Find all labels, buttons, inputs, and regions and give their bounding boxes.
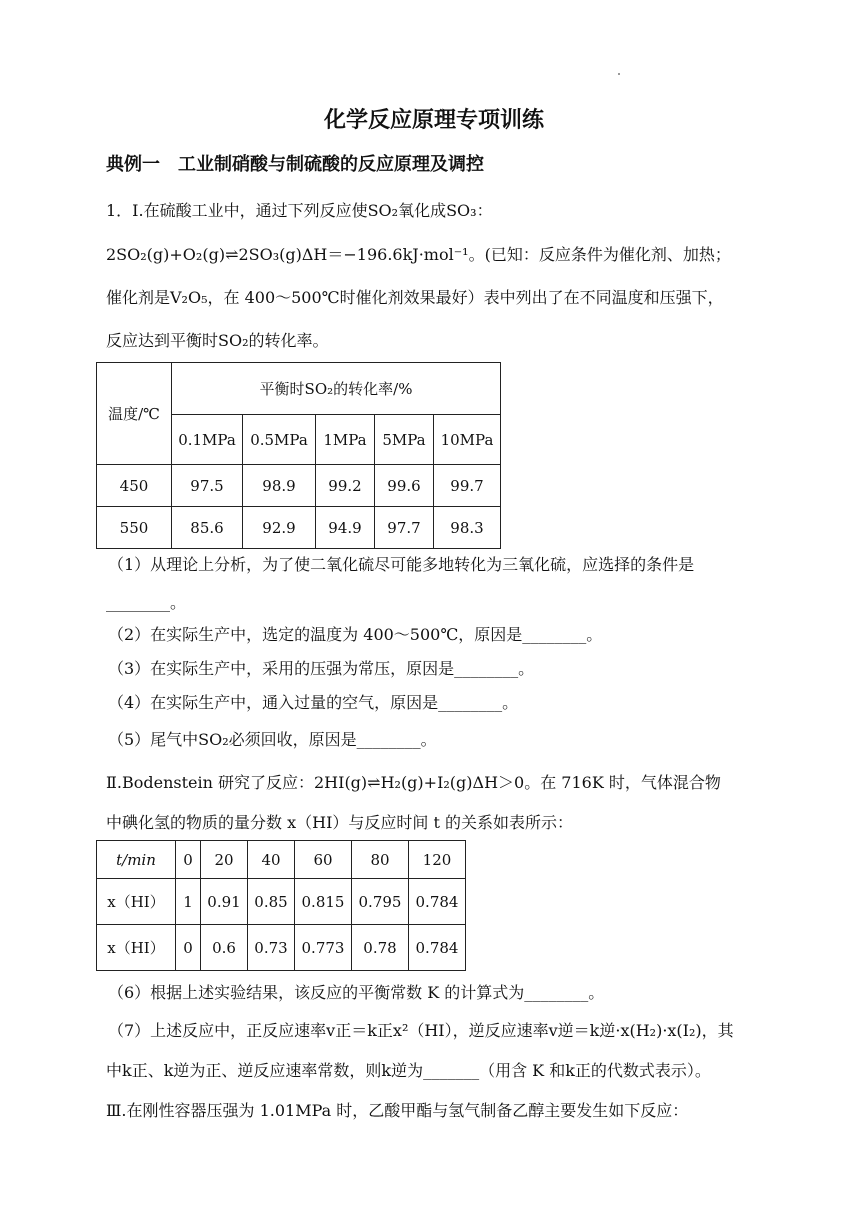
section-heading: 典例一 工业制硝酸与制硫酸的反应原理及调控 bbox=[106, 154, 484, 175]
question-5: （5）尾气中SO₂必须回收，原因是________。 bbox=[108, 730, 437, 749]
table1-cell: 98.3 bbox=[434, 507, 501, 549]
table2-header: t/min bbox=[97, 841, 176, 879]
table1-col-header: 1MPa bbox=[316, 415, 375, 465]
table-row bbox=[97, 841, 466, 879]
question-7: （7）上述反应中，正反应速率v正＝k正x²（HI），逆反应速率v逆＝k逆·x(H₂)·x(I₂)，其 bbox=[108, 1021, 734, 1040]
table2-cell: 1 bbox=[176, 879, 201, 925]
question-1-continued: ________。 bbox=[106, 593, 187, 612]
table2-cell: 0.784 bbox=[409, 879, 466, 925]
table2-header: 80 bbox=[352, 841, 409, 879]
table1-cell: 94.9 bbox=[316, 507, 375, 549]
page-title: 化学反应原理专项训练 bbox=[323, 108, 544, 133]
table2-header: 0 bbox=[176, 841, 201, 879]
table1-cell: 550 bbox=[97, 507, 172, 549]
table1-cell: 97.7 bbox=[375, 507, 434, 549]
table1-col-header: 0.5MPa bbox=[243, 415, 316, 465]
table1-col-header: 0.1MPa bbox=[172, 415, 243, 465]
table1-cell: 92.9 bbox=[243, 507, 316, 549]
table2-cell: 0.784 bbox=[409, 925, 466, 971]
question-6: （6）根据上述实验结果，该反应的平衡常数 K 的计算式为________。 bbox=[108, 983, 605, 1002]
part3-line1: Ⅲ.在刚性容器压强为 1.01MPa 时，乙酸甲酯与氢气制备乙醇主要发生如下反应： bbox=[106, 1101, 689, 1120]
table2-header: 120 bbox=[409, 841, 466, 879]
conversion-table bbox=[96, 362, 501, 549]
table2-cell: 0 bbox=[176, 925, 201, 971]
table1-cell: 99.6 bbox=[375, 465, 434, 507]
part2-line1: Ⅱ.Bodenstein 研究了反应：2HI(g)⇌H₂(g)+I₂(g)ΔH＞0。在 716K 时，气体混合物 bbox=[106, 773, 721, 792]
table2-cell: 0.73 bbox=[248, 925, 295, 971]
hi-fraction-table bbox=[96, 840, 466, 971]
question-3: （3）在实际生产中，采用的压强为常压，原因是________。 bbox=[108, 659, 535, 678]
table1-row-header: 温度/℃ bbox=[97, 363, 172, 465]
table2-cell: 0.6 bbox=[201, 925, 248, 971]
table1-cell: 99.2 bbox=[316, 465, 375, 507]
scan-speck bbox=[618, 73, 620, 75]
table-row bbox=[97, 507, 501, 549]
table1-cell: 85.6 bbox=[172, 507, 243, 549]
reaction-equation: 2SO₂(g)+O₂(g)⇌2SO₃(g)ΔH＝−196.6kJ·mol⁻¹ bbox=[106, 245, 469, 264]
part1-equation-line bbox=[106, 242, 731, 265]
table-row bbox=[97, 925, 466, 971]
table2-header: 40 bbox=[248, 841, 295, 879]
table2-cell: 0.795 bbox=[352, 879, 409, 925]
table2-header: 60 bbox=[295, 841, 352, 879]
table-row bbox=[97, 879, 466, 925]
table2-cell: 0.85 bbox=[248, 879, 295, 925]
table1-group-header: 平衡时SO₂的转化率/% bbox=[172, 363, 501, 415]
part1-line4: 反应达到平衡时SO₂的转化率。 bbox=[106, 331, 329, 350]
table2-cell: 0.78 bbox=[352, 925, 409, 971]
table2-header: 20 bbox=[201, 841, 248, 879]
table-row bbox=[97, 465, 501, 507]
table1-cell: 98.9 bbox=[243, 465, 316, 507]
question-4: （4）在实际生产中，通入过量的空气，原因是________。 bbox=[108, 693, 519, 712]
table2-cell: 0.773 bbox=[295, 925, 352, 971]
table2-cell: x（HI） bbox=[97, 879, 176, 925]
question-2: （2）在实际生产中，选定的温度为 400～500℃，原因是________。 bbox=[108, 625, 603, 644]
question-1: （1）从理论上分析，为了使二氧化硫尽可能多地转化为三氧化硫，应选择的条件是 bbox=[108, 555, 695, 574]
table1-cell: 450 bbox=[97, 465, 172, 507]
equation-note: 。(已知：反应条件为催化剂、加热； bbox=[468, 245, 731, 264]
table1-cell: 99.7 bbox=[434, 465, 501, 507]
table1-cell: 97.5 bbox=[172, 465, 243, 507]
table2-cell: 0.91 bbox=[201, 879, 248, 925]
table2-cell: x（HI） bbox=[97, 925, 176, 971]
table1-col-header: 5MPa bbox=[375, 415, 434, 465]
part2-line2: 中碘化氢的物质的量分数 x（HI）与反应时间 t 的关系如表所示： bbox=[106, 813, 573, 832]
question-7-continued: 中k正、k逆为正、逆反应速率常数，则k逆为_______（用含 K 和k正的代数式表示）。 bbox=[106, 1061, 711, 1080]
part1-intro: 1．Ⅰ.在硫酸工业中，通过下列反应使SO₂氧化成SO₃： bbox=[106, 201, 493, 220]
table2-cell: 0.815 bbox=[295, 879, 352, 925]
part1-line3: 催化剂是V₂O₅，在 400～500℃时催化剂效果最好）表中列出了在不同温度和压强下， bbox=[106, 288, 724, 307]
table1-col-header: 10MPa bbox=[434, 415, 501, 465]
